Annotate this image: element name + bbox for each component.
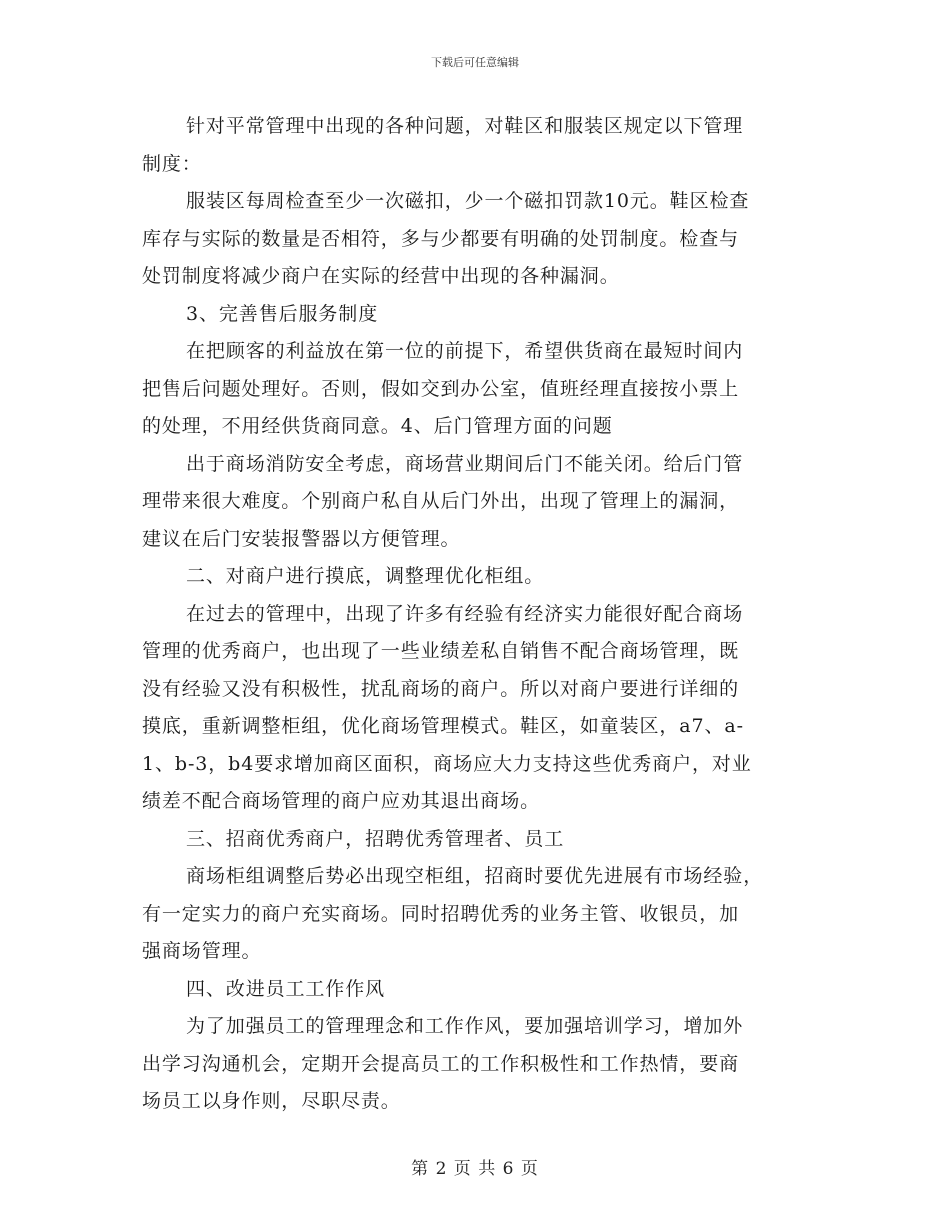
- document-body: [142, 108, 812, 1121]
- text-line: 三、招商优秀商户，招聘优秀管理者、员工: [186, 827, 565, 850]
- text-line: 管理的优秀商户，也出现了一些业绩差私自销售不配合商场管理，既: [142, 640, 740, 662]
- text-line: 库存与实际的数量是否相符，多与少都要有明确的处罚制度。检查与: [142, 227, 740, 250]
- text-line: 二、对商户进行摸底，调整理优化柜组。: [186, 565, 545, 587]
- text-line: 在过去的管理中，出现了许多有经验有经济实力能很好配合商场: [186, 602, 744, 625]
- text-line: 场员工以身作则，尽职尽责。: [142, 1090, 401, 1112]
- text-line: 商场柜组调整后势必出现空柜组，招商时要优先进展有市场经验，: [186, 865, 764, 887]
- text-line: 针对平常管理中出现的各种问题，对鞋区和服装区规定以下管理: [186, 115, 744, 137]
- text-line: 把售后问题处理好。否则，假如交到办公室，值班经理直接按小票上: [142, 377, 740, 400]
- text-line: 强商场管理。: [142, 940, 262, 962]
- text-line: 没有经验又没有积极性，扰乱商场的商户。所以对商户要进行详细的: [142, 677, 740, 700]
- text-line: 有一定实力的商户充实商场。同时招聘优秀的业务主管、收银员，加: [142, 902, 740, 925]
- text-line: 在把顾客的利益放在第一位的前提下，希望供货商在最短时间内: [186, 340, 744, 362]
- text-line: 四、改进员工工作作风: [186, 977, 386, 1000]
- page-number: 第 2 页 共 6 页: [411, 1159, 539, 1179]
- text-line: 1、b-3，b4要求增加商区面积，商场应大力支持这些优秀商户，对业: [142, 752, 752, 775]
- text-line: 出于商场消防安全考虑，商场营业期间后门不能关闭。给后门管: [186, 452, 744, 475]
- text-line: 处罚制度将减少商户在实际的经营中出现的各种漏洞。: [142, 265, 620, 287]
- text-line: 服装区每周检查至少一次磁扣，少一个磁扣罚款10元。鞋区检查: [186, 190, 750, 212]
- text-line: 为了加强员工的管理理念和工作作风，要加强培训学习，增加外: [186, 1015, 744, 1037]
- text-line: 理带来很大难度。个别商户私自从后门外出，出现了管理上的漏洞，: [142, 490, 740, 512]
- text-line: 绩差不配合商场管理的商户应劝其退出商场。: [142, 790, 541, 812]
- text-line: 3、完善售后服务制度: [186, 302, 379, 325]
- text-line: 建议在后门安装报警器以方便管理。: [142, 527, 461, 550]
- text-line: 出学习沟通机会，定期开会提高员工的工作积极性和工作热情，要商: [142, 1052, 740, 1075]
- text-line: 制度：: [142, 152, 202, 175]
- page-header-note: 下载后可任意编辑: [431, 56, 519, 69]
- text-line: 的处理，不用经供货商同意。4、后门管理方面的问题: [142, 415, 613, 437]
- text-line: 摸底，重新调整柜组，优化商场管理模式。鞋区，如童装区，a7、a-: [142, 715, 744, 737]
